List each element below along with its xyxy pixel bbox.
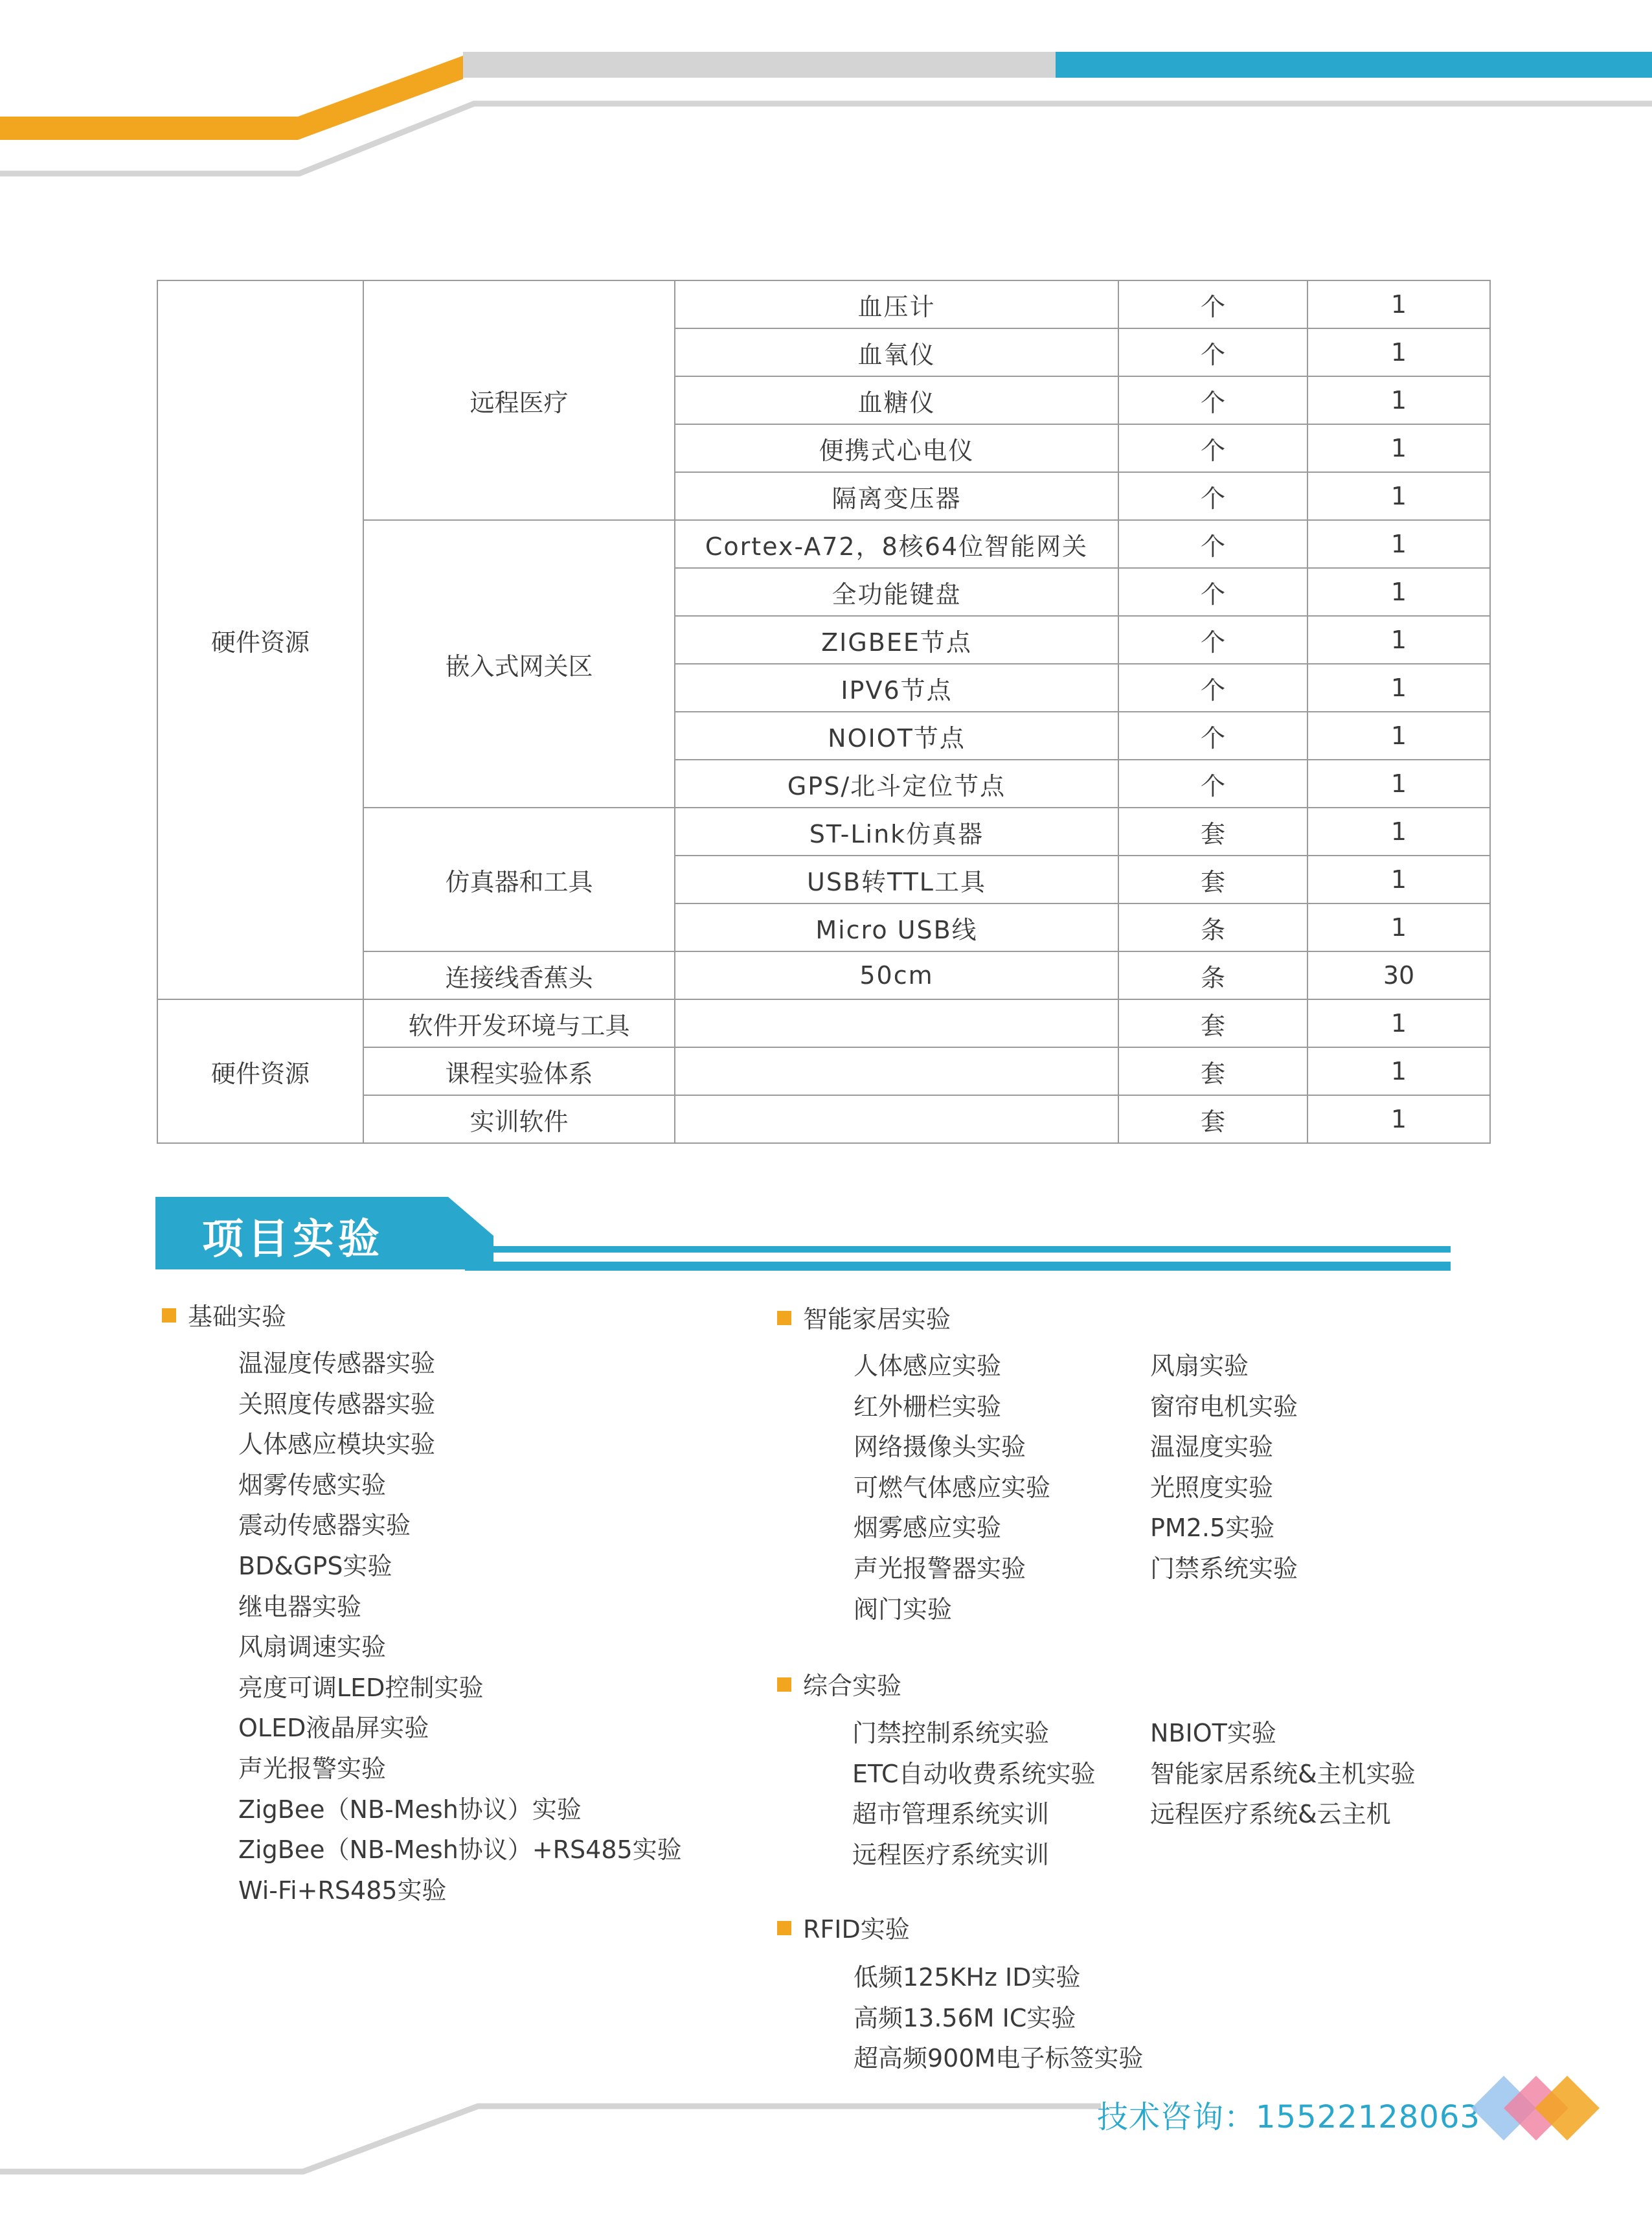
- item-cell: ST-Link仿真器: [675, 808, 1118, 856]
- item-cell: USB转TTL工具: [675, 856, 1118, 903]
- qty-cell: 1: [1307, 280, 1490, 328]
- list-item: 声光报警实验: [238, 1754, 387, 1783]
- item-cell: NOIOT节点: [675, 712, 1118, 760]
- item-cell: 全功能键盘: [675, 568, 1118, 616]
- list-item: NBIOT实验: [1150, 1719, 1276, 1747]
- list-item: 亮度可调LED控制实验: [238, 1673, 484, 1702]
- square-bullet-icon: [777, 1311, 791, 1325]
- list-item: 门禁系统实验: [1150, 1554, 1298, 1583]
- unit-cell: 套: [1118, 999, 1307, 1047]
- list-item: ETC自动收费系统实验: [852, 1759, 1096, 1788]
- smart-home-list-col2: [1150, 1346, 1298, 1589]
- list-item: 风扇实验: [1150, 1352, 1249, 1380]
- unit-cell: 个: [1118, 424, 1307, 472]
- unit-cell: 个: [1118, 664, 1307, 712]
- comprehensive-list-col2: [1150, 1713, 1416, 1835]
- table-row: [157, 999, 1490, 1047]
- item-cell: GPS/北斗定位节点: [675, 760, 1118, 808]
- item-cell: [675, 999, 1118, 1047]
- list-item: OLED液晶屏实验: [238, 1714, 429, 1743]
- item-cell: ZIGBEE节点: [675, 616, 1118, 664]
- qty-cell: 1: [1307, 472, 1490, 520]
- rfid-list: [854, 1957, 1143, 2079]
- list-item: 远程医疗系统实训: [852, 1840, 1050, 1869]
- table-row: [157, 280, 1490, 328]
- item-cell: 血压计: [675, 280, 1118, 328]
- diamond-logo-icon: [1465, 2073, 1607, 2144]
- subcategory-cell: 嵌入式网关区: [363, 520, 675, 808]
- unit-cell: 套: [1118, 808, 1307, 856]
- list-item: 关照度传感器实验: [238, 1389, 436, 1418]
- subcategory-cell: 软件开发环境与工具: [363, 999, 675, 1047]
- comprehensive-list-col1: [852, 1713, 1096, 1875]
- unit-cell: 个: [1118, 568, 1307, 616]
- subcategory-cell: 仿真器和工具: [363, 808, 675, 951]
- unit-cell: 套: [1118, 1047, 1307, 1095]
- qty-cell: 1: [1307, 808, 1490, 856]
- unit-cell: 套: [1118, 1095, 1307, 1143]
- group-title-text: 综合实验: [803, 1672, 902, 1700]
- list-item: 超市管理系统实训: [852, 1800, 1050, 1829]
- qty-cell: 1: [1307, 903, 1490, 951]
- item-cell: 50cm: [675, 951, 1118, 999]
- list-item: ZigBee（NB-Mesh协议）+RS485实验: [238, 1835, 682, 1865]
- category-cell: 硬件资源: [157, 280, 363, 999]
- list-item: 温湿度实验: [1150, 1433, 1274, 1462]
- list-item: 阀门实验: [854, 1595, 953, 1624]
- subcategory-cell: 远程医疗: [363, 280, 675, 520]
- group-title-text: 基础实验: [188, 1302, 287, 1331]
- subcategory-cell: 实训软件: [363, 1095, 675, 1143]
- unit-cell: 个: [1118, 616, 1307, 664]
- qty-cell: 1: [1307, 1095, 1490, 1143]
- unit-cell: 套: [1118, 856, 1307, 903]
- list-item: PM2.5实验: [1150, 1514, 1275, 1543]
- qty-cell: 1: [1307, 376, 1490, 424]
- qty-cell: 1: [1307, 712, 1490, 760]
- qty-cell: 1: [1307, 760, 1490, 808]
- comprehensive-heading: [777, 1666, 901, 1701]
- group-title-text: RFID实验: [803, 1915, 910, 1944]
- list-item: 可燃气体感应实验: [854, 1473, 1051, 1502]
- item-cell: [675, 1047, 1118, 1095]
- item-cell: 隔离变压器: [675, 472, 1118, 520]
- item-cell: IPV6节点: [675, 664, 1118, 712]
- unit-cell: 条: [1118, 951, 1307, 999]
- category-cell: 硬件资源: [157, 999, 363, 1143]
- list-item: 温湿度传感器实验: [238, 1349, 436, 1378]
- list-item: 震动传感器实验: [238, 1511, 411, 1540]
- qty-cell: 1: [1307, 616, 1490, 664]
- list-item: 远程医疗系统&云主机: [1150, 1800, 1391, 1829]
- qty-cell: 1: [1307, 520, 1490, 568]
- qty-cell: 1: [1307, 1047, 1490, 1095]
- list-item: 门禁控制系统实验: [852, 1719, 1050, 1747]
- qty-cell: 1: [1307, 856, 1490, 903]
- basic-experiments-list: [238, 1343, 682, 1911]
- list-item: 烟雾感应实验: [854, 1514, 1002, 1543]
- list-item: 窗帘电机实验: [1150, 1392, 1298, 1421]
- list-item: 低频125KHz ID实验: [854, 1963, 1081, 1992]
- item-cell: Cortex-A72，8核64位智能网关: [675, 520, 1118, 568]
- item-cell: [675, 1095, 1118, 1143]
- item-cell: 便携式心电仪: [675, 424, 1118, 472]
- unit-cell: 个: [1118, 712, 1307, 760]
- list-item: 风扇调速实验: [238, 1633, 387, 1662]
- top-decorative-band: [0, 0, 1652, 188]
- list-item: 红外栅栏实验: [854, 1392, 1002, 1421]
- item-cell: 血糖仪: [675, 376, 1118, 424]
- unit-cell: 个: [1118, 472, 1307, 520]
- list-item: 超高频900M电子标签实验: [854, 2044, 1144, 2073]
- list-item: 声光报警器实验: [854, 1554, 1026, 1583]
- list-item: 光照度实验: [1150, 1473, 1274, 1502]
- unit-cell: 个: [1118, 520, 1307, 568]
- square-bullet-icon: [777, 1921, 791, 1935]
- item-cell: Micro USB线: [675, 903, 1118, 951]
- smart-home-list-col1: [854, 1346, 1050, 1630]
- bottom-decorative-line: [0, 2092, 1101, 2183]
- qty-cell: 1: [1307, 568, 1490, 616]
- qty-cell: 1: [1307, 999, 1490, 1047]
- contact-phone: 技术咨询：15522128063: [1097, 2099, 1480, 2135]
- rfid-heading: [777, 1909, 910, 1945]
- unit-cell: 个: [1118, 328, 1307, 376]
- qty-cell: 1: [1307, 424, 1490, 472]
- list-item: BD&GPS实验: [238, 1551, 392, 1580]
- equipment-table: [157, 280, 1491, 1144]
- square-bullet-icon: [777, 1677, 791, 1692]
- basic-experiments-heading: [162, 1297, 286, 1332]
- list-item: 继电器实验: [238, 1592, 362, 1621]
- qty-cell: 1: [1307, 328, 1490, 376]
- subcategory-cell: 连接线香蕉头: [363, 951, 675, 999]
- unit-cell: 条: [1118, 903, 1307, 951]
- qty-cell: 30: [1307, 951, 1490, 999]
- square-bullet-icon: [162, 1308, 176, 1323]
- list-item: 人体感应模块实验: [238, 1430, 436, 1459]
- item-cell: 血氧仪: [675, 328, 1118, 376]
- list-item: 高频13.56M IC实验: [854, 2003, 1076, 2032]
- smart-home-heading: [777, 1299, 951, 1335]
- list-item: 智能家居系统&主机实验: [1150, 1759, 1416, 1788]
- list-item: 烟雾传感实验: [238, 1470, 387, 1499]
- unit-cell: 个: [1118, 760, 1307, 808]
- unit-cell: 个: [1118, 280, 1307, 328]
- list-item: 人体感应实验: [854, 1352, 1002, 1380]
- unit-cell: 个: [1118, 376, 1307, 424]
- qty-cell: 1: [1307, 664, 1490, 712]
- list-item: 网络摄像头实验: [854, 1433, 1026, 1462]
- group-title-text: 智能家居实验: [803, 1305, 951, 1334]
- list-item: ZigBee（NB-Mesh协议）实验: [238, 1795, 582, 1824]
- section-title: 项目实验: [202, 1216, 383, 1264]
- list-item: Wi-Fi+RS485实验: [238, 1876, 447, 1905]
- subcategory-cell: 课程实验体系: [363, 1047, 675, 1095]
